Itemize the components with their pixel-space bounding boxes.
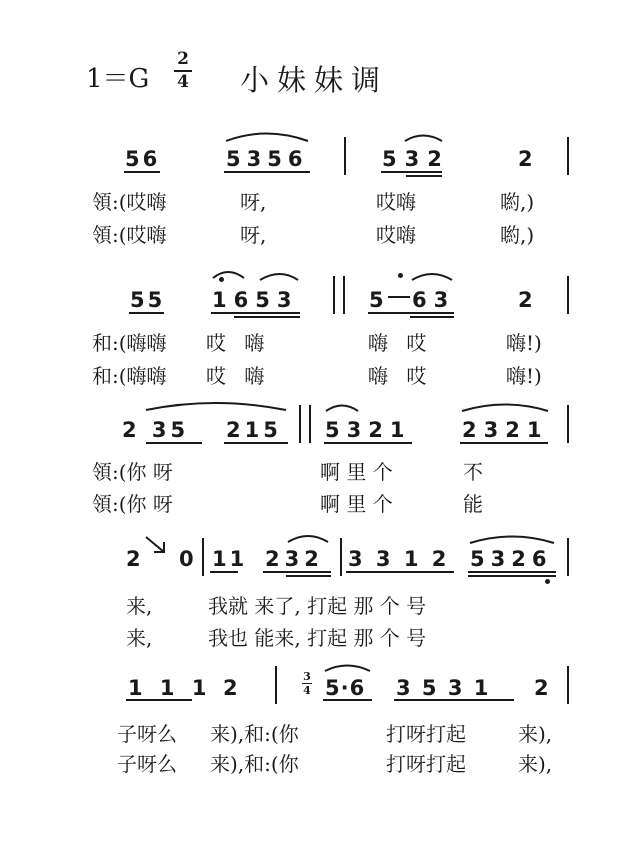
note-group: 2 (518, 147, 533, 171)
slur (326, 406, 358, 412)
slur (146, 403, 286, 410)
lyric: 和:(嗨嗨 (92, 331, 167, 355)
slur (213, 272, 244, 278)
note-group: 56 (125, 147, 161, 171)
note-group: 5326 (470, 547, 553, 571)
note-group: 63 (412, 288, 456, 312)
note-group: 55 (130, 288, 166, 312)
lyric: 来),和:(你 (210, 722, 299, 746)
lyric: 嗨 哎 (368, 364, 433, 388)
lyric: 哎 嗨 (206, 364, 271, 388)
lyric: 嗨 哎 (368, 331, 433, 355)
slur (288, 536, 328, 542)
note-group: 2 35 (122, 418, 190, 442)
note-group: 3 5 3 1 (396, 676, 491, 700)
lyric: 能 (463, 492, 483, 516)
lyric: 来), (518, 752, 553, 776)
key-signature: 1＝G (86, 64, 150, 94)
lyric: 啊 里 个 (320, 492, 393, 516)
note-group: 0 (179, 547, 194, 571)
octave-dot (545, 579, 550, 584)
note-group: 2 (534, 676, 549, 700)
note-group: 2321 (462, 418, 549, 442)
lyric: 哎 嗨 (206, 331, 271, 355)
lyric: 哎嗨 (376, 223, 416, 247)
slur (412, 274, 452, 280)
note-group: 2 (518, 288, 533, 312)
slur (260, 274, 298, 280)
time-change-top: 3 (303, 670, 311, 683)
note-group: 1653 (212, 288, 299, 312)
lyric: 領:(哎嗨 (92, 223, 167, 247)
lyric: 領:(你 呀 (92, 460, 173, 484)
slur (226, 134, 308, 142)
note-group: 215 (226, 418, 282, 442)
lyric: 子呀么 (117, 752, 177, 776)
lyric: 打呀打起 (386, 722, 466, 746)
note-group: 5356 (226, 147, 309, 171)
lyric: 呀, (240, 223, 267, 247)
slur (462, 405, 548, 412)
lyric: 我也 能来, 打起 那 个 号 (208, 626, 427, 650)
lyric: 嗨!) (506, 364, 542, 388)
lyric: 我就 来了, 打起 那 个 号 (208, 594, 427, 618)
note-group: 5·6 (325, 676, 366, 700)
lyric: 来, (126, 626, 153, 650)
note-group: 1 1 1 (128, 676, 212, 700)
lyric: 和:(嗨嗨 (92, 364, 167, 388)
note-group: 2 (126, 547, 141, 571)
lyric: 喲,) (500, 223, 535, 247)
note-group: 5 (369, 288, 384, 312)
lyric: 領:(你 呀 (92, 492, 173, 516)
slur (405, 136, 442, 142)
lyric: 不 (463, 460, 483, 484)
lyric: 来), (518, 722, 553, 746)
lyric: 来),和:(你 (210, 752, 299, 776)
time-change-bottom: 4 (303, 684, 311, 697)
lyric: 嗨!) (506, 331, 542, 355)
octave-dot (398, 273, 403, 278)
lyric: 領:(哎嗨 (92, 190, 167, 214)
lyric: 喲,) (500, 190, 535, 214)
note-group: 2 (223, 676, 238, 700)
lyric: 打呀打起 (386, 752, 466, 776)
note-group: 11 (212, 547, 248, 571)
time-signature-top: 2 (177, 49, 189, 69)
lyric: 来, (126, 594, 153, 618)
slur (470, 537, 554, 544)
note-group: 3 3 1 2 (348, 547, 450, 571)
arrow-line (146, 537, 164, 552)
note-group: 532 (382, 147, 450, 171)
note-group: 232 (265, 547, 324, 571)
octave-dot (219, 277, 224, 282)
lyric: 啊 里 个 (320, 460, 393, 484)
lyric: 呀, (240, 190, 267, 214)
slur (325, 666, 370, 672)
song-title: 小妹妹调 (240, 63, 389, 97)
time-signature-bottom: 4 (177, 72, 189, 92)
lyric: 子呀么 (117, 722, 177, 746)
lyric: 哎嗨 (376, 190, 416, 214)
note-group: 5321 (325, 418, 412, 442)
